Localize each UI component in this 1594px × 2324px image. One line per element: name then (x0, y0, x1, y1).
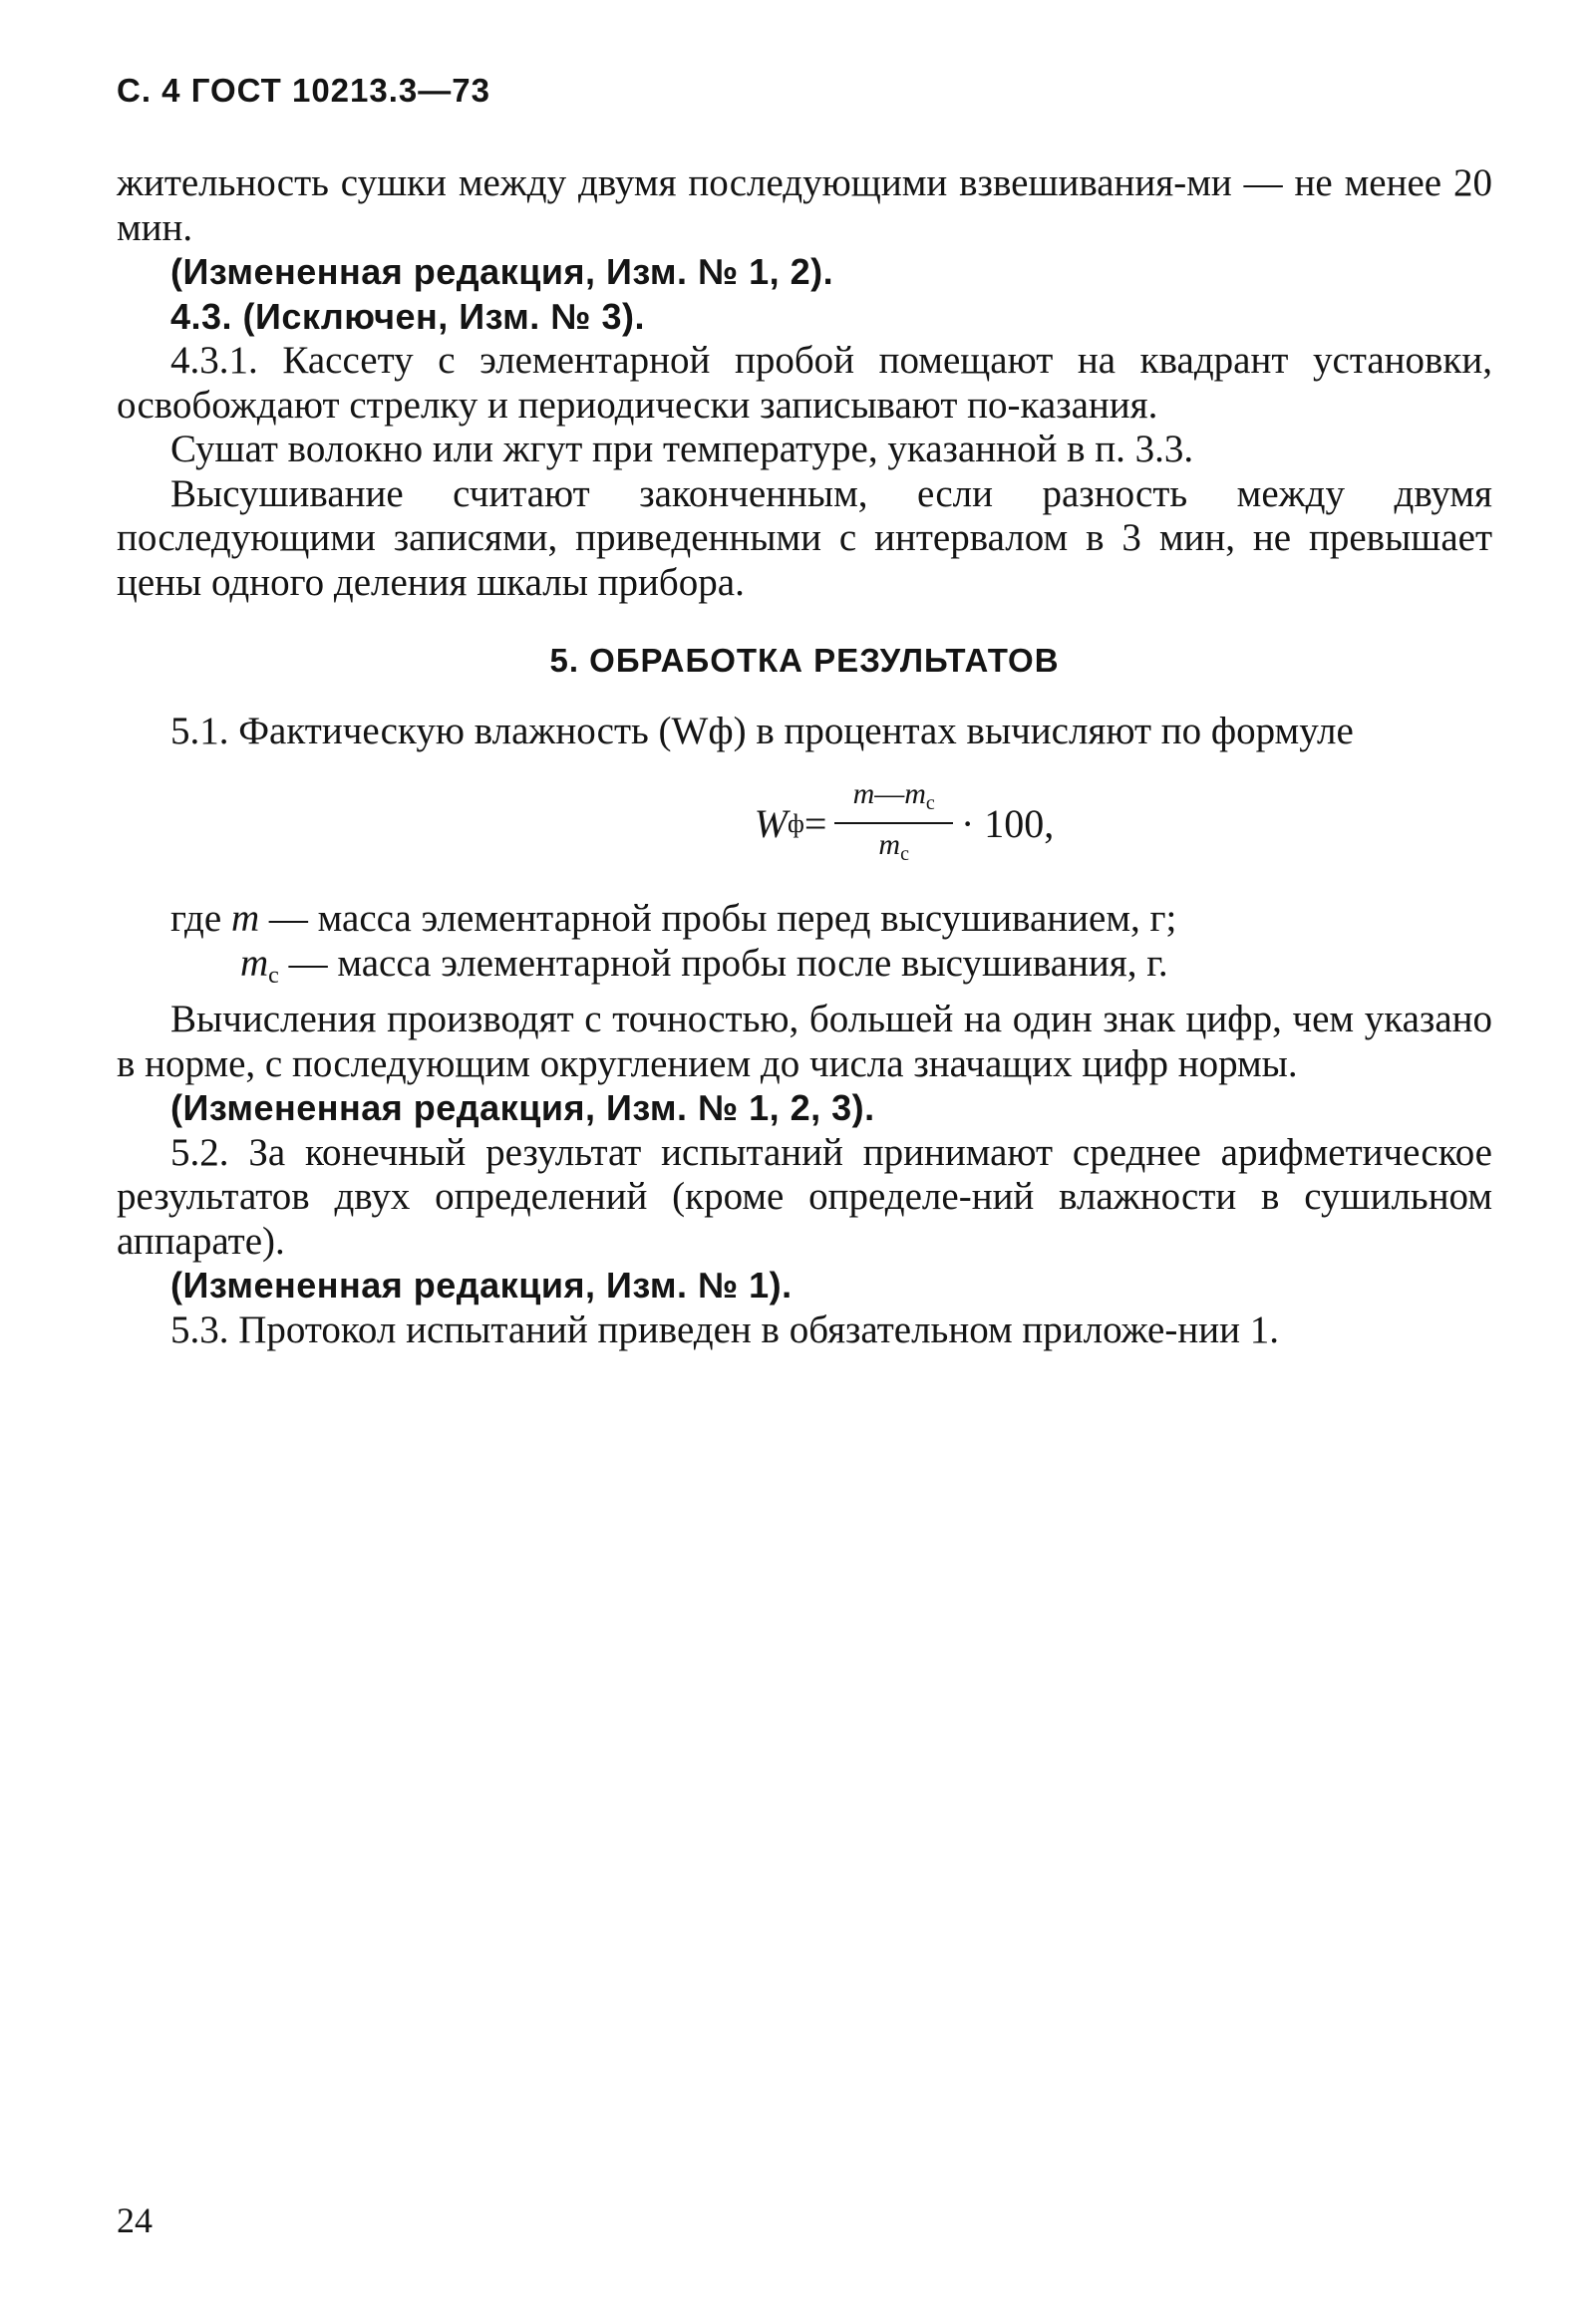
legend-lead: где (170, 897, 222, 940)
paragraph-drying-complete: Высушивание считают законченным, если разность между двумя последующими записями, приведенными с интервалом в 3 мин, не превышает цены одного деления шкалы прибора. (117, 471, 1492, 604)
legend-def-mc: — масса элементарной пробы после высушивания, г. (288, 941, 1168, 985)
formula-numerator (841, 775, 947, 822)
amendment-note-1: (Измененная редакция, Изм. № 1). (170, 1265, 793, 1306)
document-body (117, 161, 1492, 1352)
page-number: 24 (117, 2200, 153, 2240)
formula-num-dash: — (874, 777, 905, 810)
formula-den-sub: c (900, 843, 909, 865)
formula-num-b-sub: c (925, 792, 935, 814)
legend-sym-m: m (230, 897, 260, 940)
legend-row-mc (170, 942, 1492, 999)
legend-sym-mc: m (240, 941, 269, 985)
clause-5-3: 5.3. Протокол испытаний приведен в обязательном приложе-нии 1. (170, 1307, 1279, 1351)
legend-row-m (170, 897, 1492, 942)
paragraph-drying-duration: жительность сушки между двумя последующими взвешивания-ми — не менее 20 мин. (117, 161, 1492, 249)
formula-num-a: m (852, 777, 875, 810)
formula-equals: = (803, 800, 827, 846)
formula-lhs: W (754, 800, 788, 846)
clause-4-3-excluded: 4.3. (Исключен, Изм. № 3). (170, 295, 645, 337)
page-header: С. 4 ГОСТ 10213.3—73 (117, 72, 490, 109)
formula-fraction (834, 775, 953, 873)
formula-tail: · 100, (960, 800, 1055, 846)
legend-def-m: — масса элементарной пробы перед высушиванием, г; (268, 897, 1177, 940)
amendment-note-1-2-3: (Измененная редакция, Изм. № 1, 2, 3). (170, 1087, 875, 1128)
formula-num-b: m (904, 777, 926, 810)
amendment-note-1-2: (Измененная редакция, Изм. № 1, 2). (170, 251, 834, 292)
clause-4-3-1: 4.3.1. Кассету с элементарной пробой помещают на квадрант установки, освобождают стрелку и периодически записывают по-казания. (117, 339, 1492, 427)
section-title-results: 5. ОБРАБОТКА РЕЗУЛЬТАТОВ (549, 642, 1060, 679)
formula-denominator (834, 822, 953, 873)
formula-den: m (878, 828, 901, 861)
legend-sym-mc-sub: c (268, 962, 279, 989)
clause-5-1: 5.1. Фактическую влажность (Wф) в процентах вычисляют по формуле (170, 709, 1354, 752)
clause-5-2: 5.2. За конечный результат испытаний принимают среднее арифметическое результатов двух определений (кроме определе-ний влажности в сушильном аппарате). (117, 1130, 1492, 1263)
paragraph-drying-temperature: Сушат волокно или жгут при температуре, указанной в п. 3.3. (170, 428, 1194, 470)
formula-legend (117, 897, 1492, 998)
moisture-formula (117, 775, 1492, 873)
paragraph-calculation-precision: Вычисления производят с точностью, большей на один знак цифр, чем указано в норме, с последующим округлением до числа значащих цифр нормы. (117, 998, 1492, 1085)
formula-lhs-sub: ф (788, 808, 804, 838)
